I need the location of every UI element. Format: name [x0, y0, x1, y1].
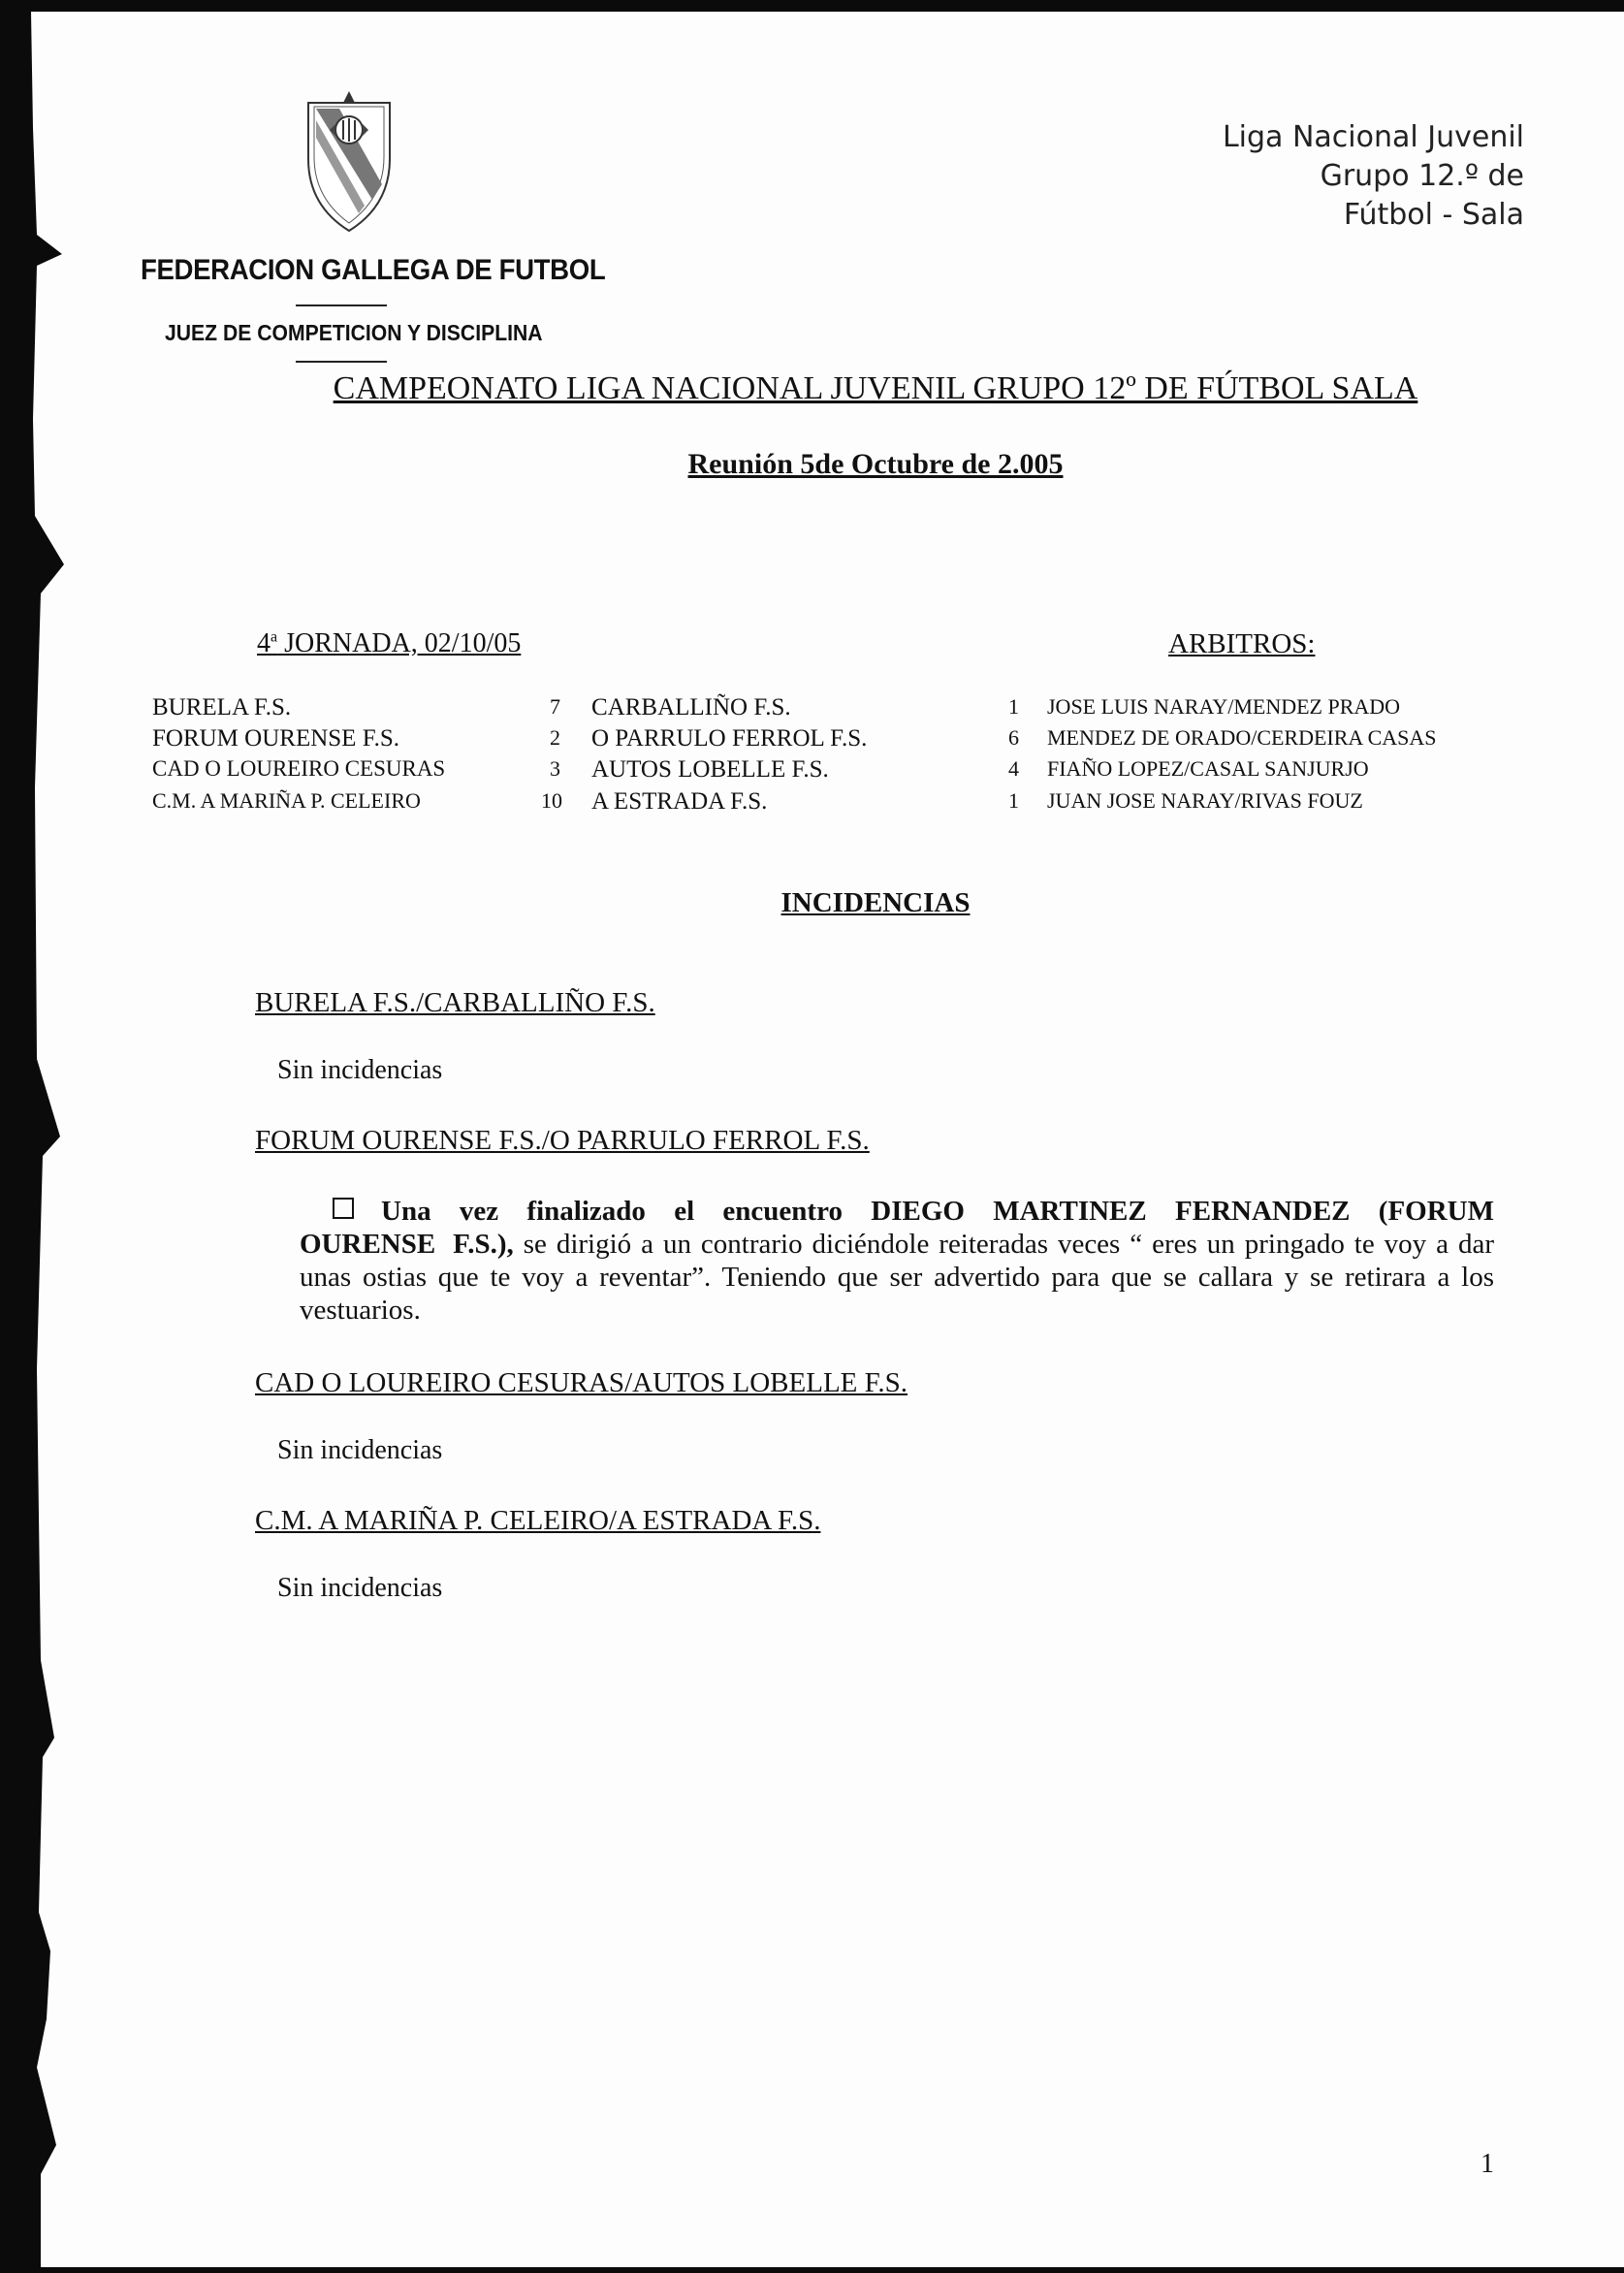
home-score: 3 [550, 756, 560, 781]
incidents-heading: INCIDENCIAS [780, 887, 971, 918]
federation-office: JUEZ DE COMPETICION Y DISCIPLINA [165, 320, 543, 345]
home-team: CAD O LOUREIRO CESURAS [152, 756, 446, 781]
round-ordinal: 4 [257, 628, 271, 658]
incident-detail [300, 1195, 1494, 1327]
away-score: 4 [1008, 756, 1019, 781]
away-score: 6 [1008, 725, 1019, 750]
league-label-line: Fútbol - Sala [1343, 198, 1524, 232]
federation-name: FEDERACION GALLEGA DE FUTBOL [141, 254, 606, 286]
incident-match-heading: FORUM OURENSE F.S./O PARRULO FERROL F.S. [255, 1125, 870, 1156]
league-label-line: Grupo 12.º de [1320, 159, 1524, 193]
league-label [1136, 118, 1524, 235]
home-score: 2 [550, 725, 560, 750]
league-label-line: Liga Nacional Juvenil [1222, 120, 1524, 154]
home-team: C.M. A MARIÑA P. CELEIRO [152, 788, 421, 813]
referees: JUAN JOSE NARAY/RIVAS FOUZ [1047, 788, 1363, 813]
round-ordinal-suffix: a [271, 628, 278, 646]
round-heading [257, 628, 521, 659]
referees: FIAÑO LOPEZ/CASAL SANJURJO [1047, 756, 1369, 781]
away-team: O PARRULO FERROL F.S. [591, 725, 868, 752]
home-score: 10 [541, 788, 562, 813]
document-page [21, 12, 1624, 2267]
meeting-date: Reunión 5de Octubre de 2.005 [687, 448, 1064, 480]
result-row [21, 725, 1573, 757]
page-number: 1 [1481, 2149, 1494, 2179]
home-team: BURELA F.S. [152, 694, 292, 720]
away-score: 1 [1008, 788, 1019, 813]
divider [296, 304, 387, 306]
incident-detail-text: se dirigió a un contrario diciéndole reiteradas veces “ eres un pringado te voy a dar unas ostias que te voy a reventar”. Teniendo que ser advertido para que se callara y se retirara a los vestuarios. [300, 1229, 1494, 1326]
away-team: CARBALLIÑO F.S. [591, 694, 791, 720]
incident-detail-bold: Una vez finalizado el encuentro DIEGO MARTINEZ FERNANDEZ (FORUM OURENSE F.S.), [300, 1196, 1494, 1260]
home-team: FORUM OURENSE F.S. [152, 725, 400, 752]
referees-heading: ARBITROS: [1168, 628, 1316, 659]
page-title: CAMPEONATO LIGA NACIONAL JUVENIL GRUPO 12º DE FÚTBOL SALA [333, 370, 1418, 406]
result-row [21, 756, 1573, 788]
referees: JOSE LUIS NARAY/MENDEZ PRADO [1047, 694, 1401, 719]
home-score: 7 [550, 694, 560, 719]
incident-match-heading: CAD O LOUREIRO CESURAS/AUTOS LOBELLE F.S. [255, 1367, 908, 1398]
result-row [21, 694, 1573, 726]
incident-note: Sin incidencias [277, 1573, 443, 1603]
away-score: 1 [1008, 694, 1019, 719]
incident-note: Sin incidencias [277, 1055, 443, 1085]
incident-match-heading: BURELA F.S./CARBALLIÑO F.S. [255, 987, 655, 1018]
incident-note: Sin incidencias [277, 1435, 443, 1465]
away-team: AUTOS LOBELLE F.S. [591, 756, 829, 783]
incident-match-heading: C.M. A MARIÑA P. CELEIRO/A ESTRADA F.S. [255, 1505, 821, 1536]
checkbox-bullet-icon [333, 1198, 354, 1219]
away-team: A ESTRADA F.S. [591, 788, 768, 815]
round-date: JORNADA, 02/10/05 [277, 628, 522, 658]
federation-crest-icon [304, 91, 394, 233]
divider [296, 361, 387, 363]
result-row [21, 788, 1573, 820]
torn-left-edge [21, 12, 80, 2267]
referees: MENDEZ DE ORADO/CERDEIRA CASAS [1047, 725, 1437, 750]
